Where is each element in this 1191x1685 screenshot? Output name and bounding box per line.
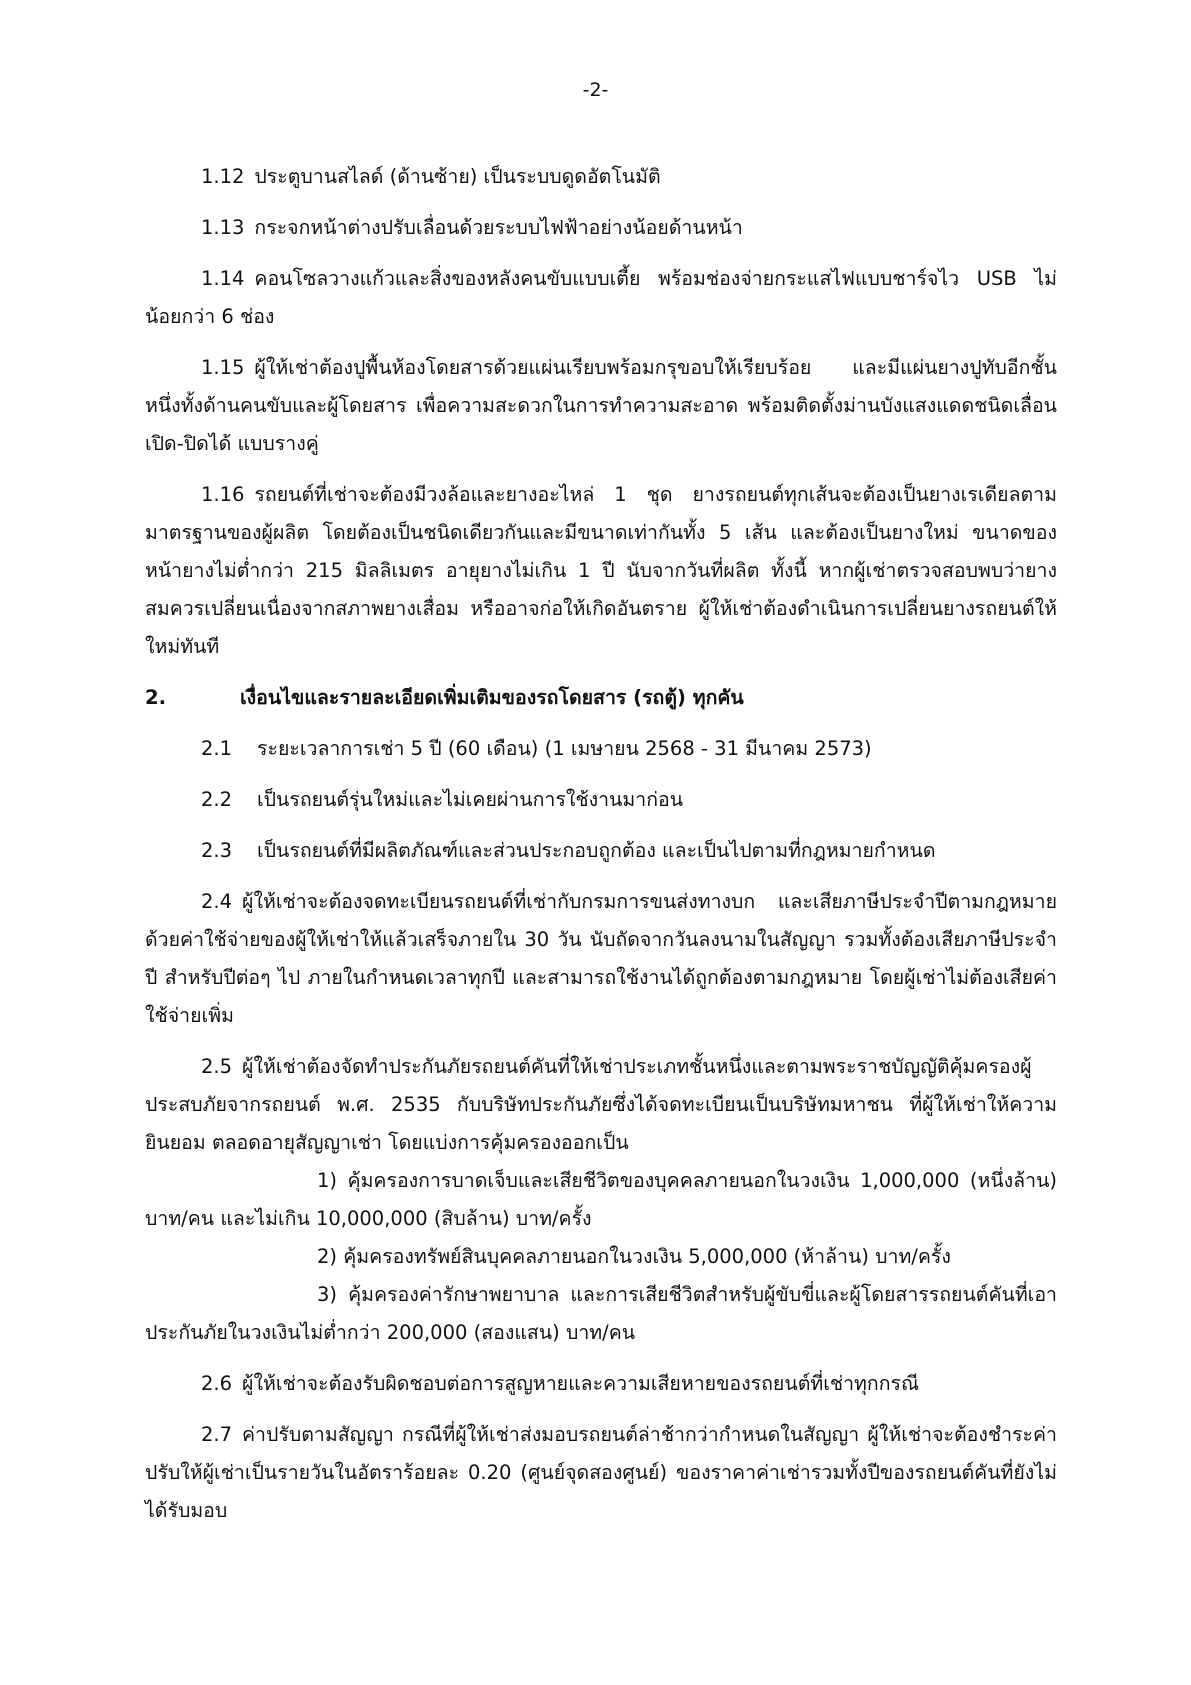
clause-number: 2.7 <box>201 1423 233 1446</box>
clause-2-3 <box>145 832 1057 870</box>
clause-number: 2.6 <box>201 1372 233 1395</box>
clause-1-12 <box>145 158 1057 196</box>
coverage-2 <box>145 1238 1057 1276</box>
clause-number: 1.12 <box>201 165 245 188</box>
clause-text: ค่าปรับตามสัญญา กรณีที่ผู้ให้เช่าส่งมอบรถยนต์ล่าช้ากว่ากำหนดในสัญญา ผู้ให้เช่าจะต้องชำระค่าปรับให้ผู้เช่าเป็นรายวันในอัตราร้อยละ 0.20 (ศูนย์จุดสองศูนย์) ของราคาค่าเช่ารวมทั้งปีของรถยนต์คันที่ยังไม่ได้รับมอบ <box>145 1423 1057 1522</box>
clause-2-7 <box>145 1416 1057 1530</box>
coverage-text: คุ้มครองค่ารักษาพยาบาล และการเสียชีวิตสำหรับผู้ขับขี่และผู้โดยสารรถยนต์คันที่เอาประกันภัยในวงเงินไม่ต่ำกว่า 200,000 (สองแสน) บาท/คน <box>145 1283 1058 1344</box>
clause-text: เป็นรถยนต์รุ่นใหม่และไม่เคยผ่านการใช้งานมาก่อน <box>257 788 684 811</box>
clause-2-2 <box>145 781 1057 819</box>
clause-number: 1.16 <box>201 483 245 506</box>
coverage-3 <box>145 1276 1057 1352</box>
clause-number: 2.4 <box>201 890 233 913</box>
clause-text: รถยนต์ที่เช่าจะต้องมีวงล้อและยางอะไหล่ 1 ชุด ยางรถยนต์ทุกเส้นจะต้องเป็นยางเรเดียลตามมาตรฐานของผู้ผลิต โดยต้องเป็นชนิดเดียวกันและมีขนาดเท่ากันทั้ง 5 เส้น และต้องเป็นยางใหม่ ขนาดของหน้ายางไม่ต่ำกว่า 215 มิลลิเมตร อายุยางไม่เกิน 1 ปี นับจากวันที่ผลิต ทั้งนี้ หากผู้เช่าตรวจสอบพบว่ายางสมควรเปลี่ยนเนื่องจากสภาพยางเสื่อม หรืออาจก่อให้เกิดอันตราย ผู้ให้เช่าต้องดำเนินการเปลี่ยนยางรถยนต์ให้ใหม่ทันที <box>145 483 1057 658</box>
clause-1-13 <box>145 209 1057 247</box>
clause-2-6 <box>145 1365 1057 1403</box>
clause-number: 2.3 <box>201 839 233 862</box>
coverage-text: คุ้มครองทรัพย์สินบุคคลภายนอกในวงเงิน 5,000,000 (ห้าล้าน) บาท/ครั้ง <box>343 1245 951 1268</box>
section-title: เงื่อนไขและรายละเอียดเพิ่มเติมของรถโดยสาร (รถตู้) ทุกคัน <box>240 686 744 709</box>
clause-text: ผู้ให้เช่าจะต้องรับผิดชอบต่อการสูญหายและความเสียหายของรถยนต์ที่เช่าทุกกรณี <box>242 1372 920 1395</box>
clause-text: ระยะเวลาการเช่า 5 ปี (60 เดือน) (1 เมษายน 2568 - 31 มีนาคม 2573) <box>257 737 872 760</box>
coverage-text: คุ้มครองการบาดเจ็บและเสียชีวิตของบุคคลภายนอกในวงเงิน 1,000,000 (หนึ่งล้าน) บาท/คน และไม่เกิน 10,000,000 (สิบล้าน) บาท/ครั้ง <box>145 1169 1058 1230</box>
section-2-heading <box>145 679 1057 717</box>
section-number: 2. <box>145 686 166 709</box>
clause-number: 2.2 <box>201 788 233 811</box>
clause-1-15 <box>145 349 1057 463</box>
clause-2-5 <box>145 1048 1057 1162</box>
clause-number: 1.14 <box>201 267 245 290</box>
page-number: -2- <box>582 79 609 101</box>
coverage-1 <box>145 1162 1057 1238</box>
clause-text: ผู้ให้เช่าต้องปูพื้นห้องโดยสารด้วยแผ่นเรียบพร้อมกรุขอบให้เรียบร้อย และมีแผ่นยางปูทับอีกชั้นหนึ่งทั้งด้านคนขับและผู้โดยสาร เพื่อความสะดวกในการทำความสะอาด พร้อมติดตั้งม่านบังแสงแดดชนิดเลื่อนเปิด-ปิดได้ แบบรางคู่ <box>145 356 1057 455</box>
clause-number: 2.5 <box>201 1055 233 1078</box>
clause-1-14 <box>145 260 1057 336</box>
clause-number: 1.13 <box>201 216 245 239</box>
document-body <box>145 158 1057 1543</box>
clause-text: เป็นรถยนต์ที่มีผลิตภัณฑ์และส่วนประกอบถูกต้อง และเป็นไปตามที่กฎหมายกำหนด <box>257 839 936 862</box>
clause-number: 2.1 <box>201 737 233 760</box>
clause-text: ประตูบานสไลด์ (ด้านซ้าย) เป็นระบบดูดอัตโนมัติ <box>254 165 661 188</box>
clause-1-16 <box>145 476 1057 666</box>
clause-2-4 <box>145 883 1057 1035</box>
clause-number: 1.15 <box>201 356 245 379</box>
clause-text: ผู้ให้เช่าต้องจัดทำประกันภัยรถยนต์คันที่ให้เช่าประเภทชั้นหนึ่งและตามพระราชบัญญัติคุ้มครองผู้ประสบภัยจากรถยนต์ พ.ศ. 2535 กับบริษัทประกันภัยซึ่งได้จดทะเบียนเป็นบริษัทมหาชน ที่ผู้ให้เช่าให้ความยินยอม ตลอดอายุสัญญาเช่า โดยแบ่งการคุ้มครองออกเป็น <box>145 1055 1057 1154</box>
clause-text: คอนโซลวางแก้วและสิ่งของหลังคนขับแบบเตี้ย พร้อมช่องจ่ายกระแสไฟแบบชาร์จไว USB ไม่น้อยกว่า 6 ช่อง <box>145 267 1057 328</box>
coverage-number: 1) <box>317 1169 338 1192</box>
coverage-number: 3) <box>317 1283 338 1306</box>
clause-text: กระจกหน้าต่างปรับเลื่อนด้วยระบบไฟฟ้าอย่างน้อยด้านหน้า <box>254 216 743 239</box>
clause-2-1 <box>145 730 1057 768</box>
clause-text: ผู้ให้เช่าจะต้องจดทะเบียนรถยนต์ที่เช่ากับกรมการขนส่งทางบก และเสียภาษีประจำปีตามกฎหมาย ด้วยค่าใช้จ่ายของผู้ให้เช่าให้แล้วเสร็จภายใน 30 วัน นับถัดจากวันลงนามในสัญญา รวมทั้งต้องเสียภาษีประจำปี สำหรับปีต่อๆ ไป ภายในกำหนดเวลาทุกปี และสามารถใช้งานได้ถูกต้องตามกฎหมาย โดยผู้เช่าไม่ต้องเสียค่าใช้จ่ายเพิ่ม <box>145 890 1057 1027</box>
coverage-number: 2) <box>317 1245 338 1268</box>
